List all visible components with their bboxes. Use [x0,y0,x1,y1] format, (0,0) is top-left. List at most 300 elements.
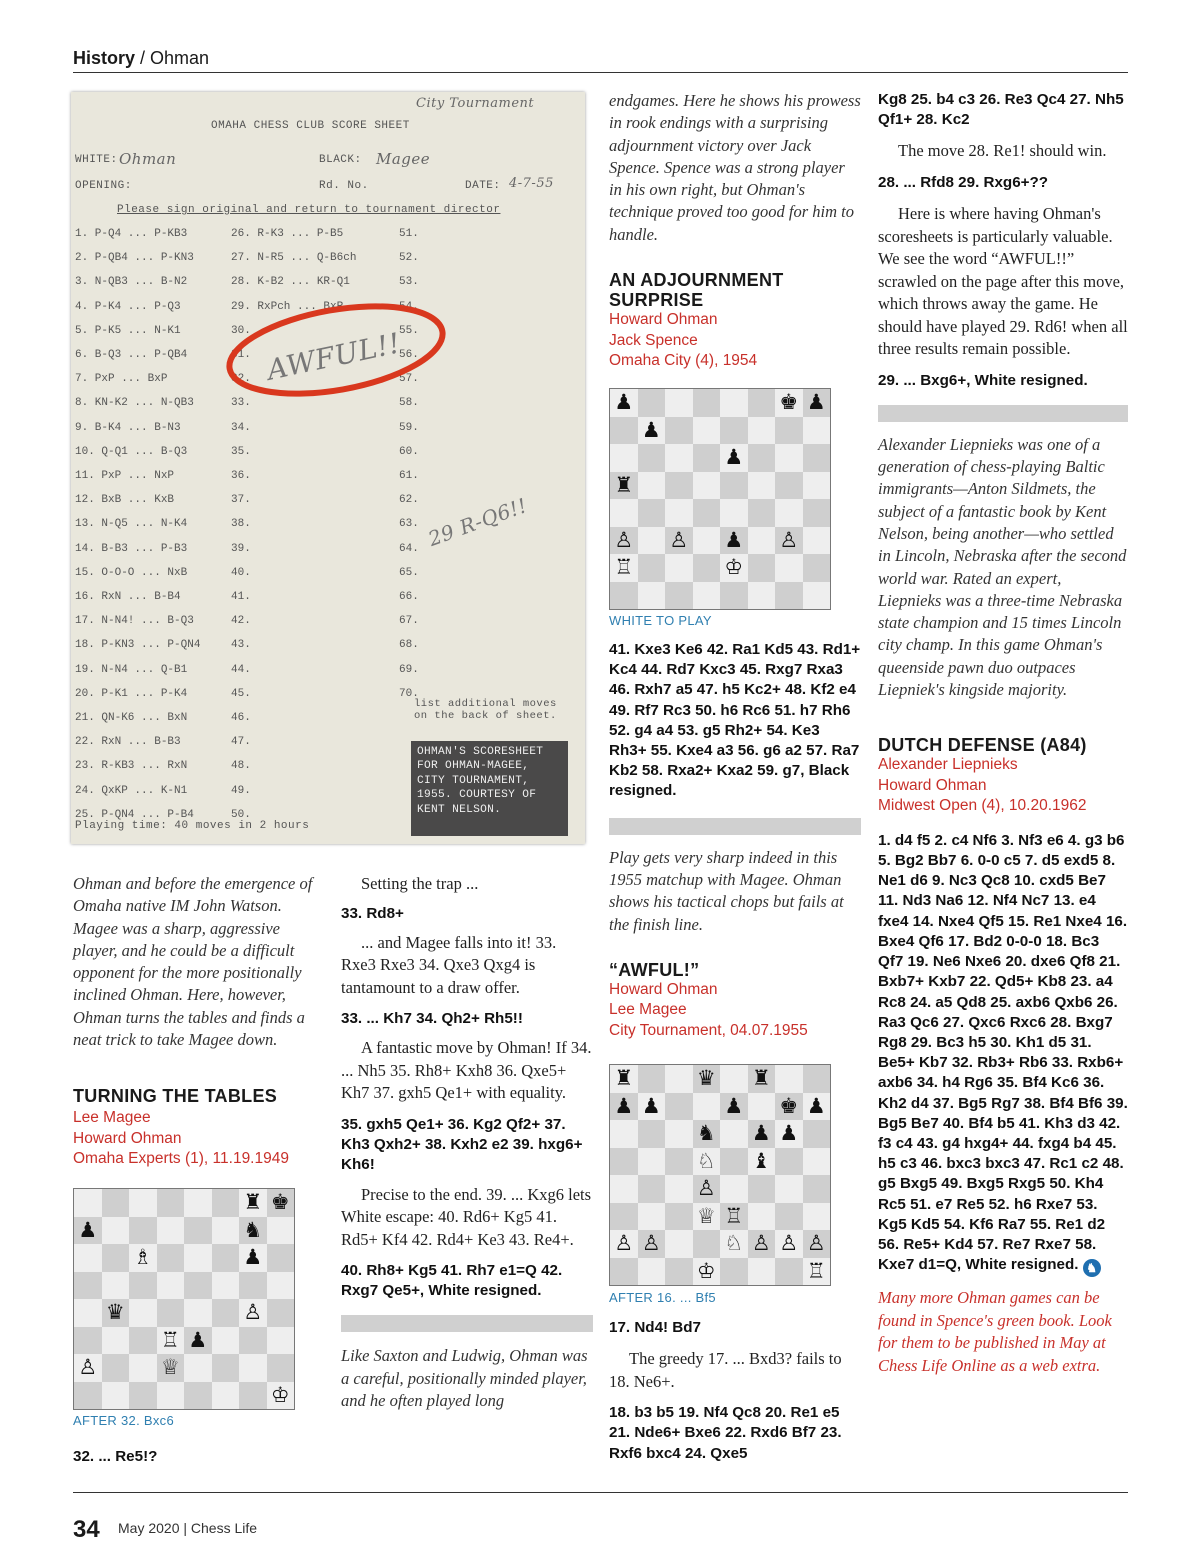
sheet-move-row: 40. [231,566,251,579]
column-1 [73,873,325,1170]
sheet-move-row: 35. [231,445,251,458]
board-square [638,472,666,500]
board-square [157,1299,185,1327]
game2-event: Omaha City (4), 1954 [609,352,758,370]
board-square [239,1299,267,1327]
sheet-move-row: 47. [231,736,251,749]
board-square [803,1065,831,1093]
awful-note: AWFUL!! [264,326,404,387]
board-square [638,1203,666,1231]
white-rook-icon: ♖ [806,1258,826,1283]
sheet-move-row: 17. N-N4! ... B-Q3 [75,615,194,628]
board-square [803,1120,831,1148]
board-square [129,1382,157,1410]
board-square [693,472,721,500]
sheet-move-row: 16. RxN ... B-B4 [75,591,181,603]
chess-diagram-turning-the-tables [73,1188,295,1410]
sheet-move-row: 14. B-B3 ... P-B3 [75,542,188,555]
sheet-move-row: 49. [231,784,251,797]
sheet-move-row: 57. [399,373,419,386]
board-square [803,1175,831,1203]
black-rook-icon: ♜ [614,1066,634,1091]
black-pawn-icon: ♟ [188,1327,208,1352]
board-square [665,527,693,555]
board-square [693,582,721,610]
board-square [748,1065,776,1093]
game1-white: Lee Magee [73,1109,151,1127]
board-square [720,444,748,472]
board-square [748,499,776,527]
black-queen-icon: ♛ [105,1300,125,1325]
black-rook-icon: ♜ [614,472,634,497]
board-square [212,1299,240,1327]
board-square [74,1327,102,1355]
white-bishop-icon: ♗ [133,1245,153,1270]
board-square [748,527,776,555]
white-pawn-icon: ♙ [669,527,689,552]
board-square [720,417,748,445]
move-text: 18. b3 b5 19. Nf4 Qc8 20. Re1 e5 21. Nde6+ Bxe6 22. Rxd6 Bf7 23. Rxf6 bxc4 24. Qxe5 [609,1404,842,1462]
board-square [212,1217,240,1245]
sheet-move-row: 63. [399,518,419,531]
board-square [74,1272,102,1300]
move-text: Kg8 25. b4 c3 26. Re3 Qc4 27. Nh5 Qf1+ 28. Kc2 [878,91,1124,129]
issue-line: May 2020 | Chess Life [118,1520,258,1536]
board-square [239,1382,267,1410]
black-pawn-icon: ♟ [806,1093,826,1118]
board-square [184,1354,212,1382]
game4-black: Howard Ohman [878,776,987,794]
board-square [267,1354,295,1382]
board-square [748,554,776,582]
board-square [184,1382,212,1410]
black-rook-icon: ♜ [243,1190,263,1215]
sheet-move-row: 50. [231,808,251,821]
game3-event: City Tournament, 04.07.1955 [609,1021,808,1039]
board-square [157,1189,185,1217]
board-square [693,389,721,417]
sheet-top-note: City Tournament [416,96,535,111]
board-square [803,472,831,500]
sheet-move-row: 38. [231,518,251,531]
board-square [748,1093,776,1121]
white-pawn-icon: ♙ [78,1355,98,1380]
game3-title: “AWFUL!” [609,959,700,980]
commentary: A fantastic move by Ohman! If 34. ... Nh5 35. Rh8+ Kxh8 36. Qxe5+ Kh7 37. gxh5 Qe1+ with equality. [341,1038,592,1103]
board-square [638,1065,666,1093]
column-4 [878,90,1128,1377]
board-square [610,582,638,610]
sidebar-text: endgames. Here he shows his prowess in rook endings with a surprising adjournment victory over Jack Spence. Spence was a strong player in his own right, but Ohman's technique proved too good for him to handle. [609,91,861,244]
sheet-move-row: 54. [399,300,419,313]
board-square [74,1382,102,1410]
board-square [693,499,721,527]
board-square [102,1244,130,1272]
column-3-bottom [609,1318,861,1464]
board-square [638,527,666,555]
board-square [775,582,803,610]
board-square [74,1244,102,1272]
board-square [693,1203,721,1231]
sheet-move-row: 31. [231,349,251,361]
board-square [157,1244,185,1272]
board-square [748,1120,776,1148]
board-square [665,1093,693,1121]
board-square [693,1148,721,1176]
commentary: ... and Magee falls into it! 33. Rxe3 Rxe3 34. Qxe3 Qxg4 is tantamount to a draw offer. [341,932,557,997]
white-rook-icon: ♖ [724,1203,744,1228]
board-square [239,1272,267,1300]
board-square [610,554,638,582]
move-text: 35. gxh5 Qe1+ 36. Kg2 Qf2+ 37. Kh3 Qxh2+ 38. Kxh2 e2 39. hxg6+ Kh6! [341,1115,583,1174]
sheet-move-row: 20. P-K1 ... P-K4 [75,687,188,700]
sidebar-text: Like Saxton and Ludwig, Ohman was a careful, positionally minded player, and he often played long [341,1346,588,1411]
sheet-move-row: 46. [231,712,251,724]
board-square [129,1272,157,1300]
board-square [803,417,831,445]
black-pawn-icon: ♟ [806,390,826,415]
board-square [184,1299,212,1327]
board-square [803,444,831,472]
board-square [748,389,776,417]
sheet-move-row: 30. [231,324,251,337]
sheet-move-row: 25. P-QN4 ... P-B4 [75,808,194,821]
correction-note: 29 R-Q6!! [425,493,531,551]
sheet-move-row: 53. [399,276,419,289]
board-square [775,444,803,472]
move-text: 28. ... Rfd8 29. Rxg6+?? [878,173,1049,191]
sheet-white-label: WHITE: [75,154,118,166]
white-pawn-icon: ♙ [806,1231,826,1256]
board-square [638,582,666,610]
sheet-move-row: 44. [231,663,251,676]
board-square [102,1382,130,1410]
board-square [74,1189,102,1217]
commentary: Setting the trap ... [361,874,479,893]
move-text: 17. Nd4! Bd7 [609,1319,701,1336]
white-queen-icon: ♕ [160,1355,180,1380]
column-2 [341,873,593,1412]
sheet-move-row: 60. [399,445,419,458]
board-square [803,1203,831,1231]
black-pawn-icon: ♟ [724,445,744,470]
board-square [748,444,776,472]
sheet-move-row: 39. [231,542,251,555]
column-3-mid [609,640,861,1041]
board-square [720,1120,748,1148]
board-square [638,1148,666,1176]
black-king-icon: ♚ [270,1190,290,1215]
board-square [693,444,721,472]
black-pawn-icon: ♟ [641,417,661,442]
board-square [157,1327,185,1355]
board-square [775,1065,803,1093]
sheet-move-row: 51. [399,228,419,240]
game3-black: Lee Magee [609,1001,687,1019]
commentary: Precise to the end. 39. ... Kxg6 lets White escape: 40. Rd6+ Kg5 41. Rd5+ Kf4 42. Rd4+ Ke3 43. Re4+. [341,1184,592,1249]
board-square [748,1230,776,1258]
sheet-move-row: 1. P-Q4 ... P-KB3 [75,228,188,240]
black-knight-icon: ♞ [696,1121,716,1146]
sheet-move-row: 61. [399,470,419,482]
sheet-move-row: 64. [399,542,419,555]
board-square [720,1065,748,1093]
board-square [638,1093,666,1121]
move-text: 41. Kxe3 Ke6 42. Ra1 Kd5 43. Rd1+ Kc4 44. Rd7 Kxc3 45. Rxg7 Rxa3 46. Rxh7 a5 47. h5 Kc2+ 48. Kf2 e4 49. Rf7 Rc3 50. h6 Rc6 51. h7 Rh6 52. g4 a4 53. g5 Rh2+ 54. Ke3 Rh3+ 55. Kxe4 a3 56. g6 a2 57. Ra7 Kb2 58. Rxa2+ Kxa2 59. g7, Black resigned. [609,641,861,800]
sheet-playing-time: Playing time: 40 moves in 2 hours [75,820,310,832]
black-pawn-icon: ♟ [751,1121,771,1146]
sheet-white-name: Ohman [119,150,177,168]
board-square [803,1093,831,1121]
board-square [129,1217,157,1245]
board-square [102,1272,130,1300]
board-square [610,527,638,555]
sheet-move-row: 70. [399,687,419,700]
board-square [775,472,803,500]
sheet-move-row: 22. RxN ... B-B3 [75,736,181,749]
board-square [748,582,776,610]
sheet-move-row: 2. P-QB4 ... P-KN3 [75,252,194,265]
black-bishop-icon: ♝ [751,1148,771,1173]
board-square [157,1354,185,1382]
board-square [157,1382,185,1410]
black-pawn-icon: ♟ [78,1217,98,1242]
board-square [693,1258,721,1286]
board-square [610,1093,638,1121]
white-queen-icon: ♕ [696,1203,716,1228]
sheet-move-row: 24. QxKP ... K-N1 [75,784,188,797]
sheet-move-row: 21. QN-K6 ... BxN [75,712,188,724]
game2-black: Jack Spence [609,331,698,349]
board-square [803,1258,831,1286]
white-rook-icon: ♖ [614,555,634,580]
board-square [693,1230,721,1258]
page-number: 34 [73,1516,100,1543]
sheet-move-row: 9. B-K4 ... B-N3 [75,421,181,434]
black-rook-icon: ♜ [751,1066,771,1091]
board-square [129,1244,157,1272]
board-square [665,417,693,445]
board-square [665,1120,693,1148]
sheet-move-row: 59. [399,421,419,434]
board-square [212,1244,240,1272]
board-square [775,554,803,582]
sidebar-divider [609,818,861,835]
photo-caption: OHMAN'S SCORESHEET FOR OHMAN-MAGEE, CITY TOURNAMENT, 1955. COURTESY OF KENT NELSON. [411,741,568,836]
sheet-move-row: 18. P-KN3 ... P-QN4 [75,639,201,652]
board-square [638,1120,666,1148]
bottom-rule [73,1492,1128,1493]
sheet-move-row: 67. [399,615,419,628]
board-square [129,1189,157,1217]
white-pawn-icon: ♙ [696,1176,716,1201]
sidebar-text: Alexander Liepnieks was one of a generation of chess-playing Baltic immigrants—Anton Sildmets, the subject of a fantastic book by Kent Nelson, being another—who settled in Lincoln, Nebraska after the second world war. Rated an expert, Liepnieks was a three-time Nebraska state champion and 15 times Lincoln city champ. In this game Ohman's queenside pawn duo outpaces Liepniek's kingside majority. [878,434,1127,700]
board-square [610,1230,638,1258]
board-square [803,389,831,417]
sheet-back-note: list additional moves on the back of sheet. [414,698,557,722]
board-square [693,1065,721,1093]
white-pawn-icon: ♙ [641,1231,661,1256]
move-text: 29. ... Bxg6+, White resigned. [878,371,1088,389]
white-pawn-icon: ♙ [243,1300,263,1325]
board-square [267,1299,295,1327]
board-square [775,417,803,445]
sheet-move-row: 65. [399,566,419,579]
sheet-move-row: 66. [399,591,419,603]
sheet-move-row: 52. [399,252,419,265]
board-square [665,554,693,582]
white-pawn-icon: ♙ [614,527,634,552]
board-square [720,499,748,527]
board-square [665,1148,693,1176]
board-square [693,1120,721,1148]
move-text: 40. Rh8+ Kg5 41. Rh7 e1=Q 42. Rxg7 Qe5+, White resigned. [341,1262,563,1300]
black-pawn-icon: ♟ [614,1093,634,1118]
board-square [775,1148,803,1176]
board-square [239,1354,267,1382]
board-square [638,1230,666,1258]
top-rule [73,72,1128,73]
board-square [693,554,721,582]
board-square [129,1327,157,1355]
sidebar-divider [878,405,1128,422]
board-square [239,1217,267,1245]
board-square [157,1272,185,1300]
sheet-move-row: 11. PxP ... NxP [75,470,175,482]
board-square [267,1244,295,1272]
board-square [803,582,831,610]
black-pawn-icon: ♟ [243,1245,263,1270]
section-header: History / Ohman [73,48,210,68]
board-square [720,554,748,582]
sheet-move-row: 32. [231,373,251,386]
board-square [803,1148,831,1176]
sheet-move-row: 27. N-R5 ... Q-B6ch [231,252,357,265]
board-square [102,1189,130,1217]
board-square [665,1203,693,1231]
intro-text: Ohman and before the emergence of Omaha native IM John Watson. Magee was a sharp, aggressive player, and he could be a difficult opponent for the more positionally inclined Ohman. Here, however, Ohman turns the tables and finds a neat trick to take Magee down. [73,874,313,1050]
sheet-move-row: 36. [231,470,251,482]
board-square [638,554,666,582]
board-square [184,1189,212,1217]
white-pawn-icon: ♙ [779,527,799,552]
board-square [665,389,693,417]
board-square [693,417,721,445]
sheet-move-row: 26. R-K3 ... P-B5 [231,228,344,240]
board-square [184,1217,212,1245]
board-square [184,1272,212,1300]
board-square [610,417,638,445]
white-knight-icon: ♘ [696,1148,716,1173]
board-square [610,1120,638,1148]
board-square [775,499,803,527]
sheet-move-row: 33. [231,397,251,410]
board-square [665,1065,693,1093]
board-square [212,1272,240,1300]
board-square [638,1258,666,1286]
sheet-move-row: 55. [399,324,419,337]
white-rook-icon: ♖ [160,1327,180,1352]
board-square [610,472,638,500]
board-square [239,1189,267,1217]
board-square [775,1175,803,1203]
board-square [748,1175,776,1203]
board-square [665,499,693,527]
board-square [775,1203,803,1231]
board-square [775,1093,803,1121]
board-square [775,527,803,555]
board-square [693,527,721,555]
chess-diagram-awful [609,1064,831,1286]
board-square [267,1217,295,1245]
game4-white: Alexander Liepnieks [878,756,1018,774]
sheet-move-row: 3. N-QB3 ... B-N2 [75,276,188,289]
sheet-black-name: Magee [376,150,431,168]
sheet-opening-label: OPENING: [75,180,132,192]
black-pawn-icon: ♟ [724,1093,744,1118]
board-square [102,1217,130,1245]
sheet-move-row: 23. R-KB3 ... RxN [75,760,188,773]
sheet-move-row: 7. PxP ... BxP [75,373,168,386]
move-text: 33. ... Kh7 34. Qh2+ Rh5!! [341,1010,523,1028]
sheet-date-label: DATE: [465,180,501,192]
board-square [693,1093,721,1121]
board-square [665,472,693,500]
sheet-move-row: 6. B-Q3 ... P-QB4 [75,349,188,361]
game1-black: Howard Ohman [73,1129,182,1147]
board-square [748,417,776,445]
game4-title: DUTCH DEFENSE (A84) [878,735,1087,756]
sheet-move-row: 19. N-N4 ... Q-B1 [75,663,188,676]
sheet-move-row: 4. P-K4 ... P-Q3 [75,300,181,313]
board-square [267,1272,295,1300]
white-knight-icon: ♘ [724,1231,744,1256]
board-square [775,1230,803,1258]
commentary: The move 28. Re1! should win. [898,141,1107,161]
board-square [720,1175,748,1203]
board-square [748,1148,776,1176]
white-pawn-icon: ♙ [779,1231,799,1256]
board-square [748,472,776,500]
black-pawn-icon: ♟ [641,1093,661,1118]
board-square [665,1175,693,1203]
board-square [74,1217,102,1245]
game2-white: Howard Ohman [609,311,718,329]
board-square [638,499,666,527]
board-square [212,1354,240,1382]
move-text: 1. d4 f5 2. c4 Nf6 3. Nf3 e6 4. g3 b6 5. Bg2 Bb7 6. 0-0 c5 7. d5 exd5 8. Ne1 d6 9. Nc3 Qc8 10. cxd5 Be7 11. Nd3 Na6 12. Nf4 Nc7 13. e4 fxe4 14. Nxe4 Qf5 15. Re1 Nxe4 16. Bxe4 Qf6 17. Bd2 0-0-0 18. Bc3 Qf7 19. Ne6 Nxe6 20. dxe6 Qf8 21. Bxb7+ Kxb7 22. Qd5+ Kb8 23. a4 Rc8 24. a5 Qd8 25. axb6 Qxb6 26. Ra3 Qc6 27. Qxc6 Rxc6 28. Bxg7 Rg8 29. Bc3 h5 30. Kh1 d5 31. Be5+ Kb7 32. Rb3+ Rb6 33. Rxb6+ axb6 34. h4 Rg6 35. Bf4 Kc6 36. Kh2 d4 37. Bg5 Rg7 38. Bf4 Bf6 39. Bg5 Be7 40. Bf4 b5 41. Kh3 d3 42. f3 c4 43. g4 hxg4+ 44. fxg4 b4 45. h5 c3 46. bxc3 bxc3 47. Rc1 c2 48. g5 Bxg5 49. Bxg5 Rxg5 50. Kh4 Rc5 51. e7 Re5 52. h6 Rxe7 53. Kg5 Kd5 54. Kf6 Ra7 55. Re1 d2 56. Re5+ Kd4 57. Re7 Rxe7 58. Kxe7 d1=Q, White resigned. [878,831,1128,1274]
board-square [775,1120,803,1148]
sheet-instructions: Please sign original and return to tournament director [117,204,501,216]
board-square [775,1258,803,1286]
sidebar-text: Play gets very sharp indeed in this 1955 matchup with Magee. Ohman shows his tactical chops but fails at the finish line. [609,847,844,934]
board-square [665,444,693,472]
sheet-move-row: 8. KN-K2 ... N-QB3 [75,397,194,410]
sheet-move-row: 48. [231,760,251,773]
white-king-icon: ♔ [724,555,744,580]
board-square [638,417,666,445]
board-square [267,1382,295,1410]
sheet-move-row: 29. RxPch ... BxR [231,300,344,313]
board-square [74,1299,102,1327]
sheet-move-row: 15. O-O-O ... NxB [75,566,188,579]
board-square [74,1354,102,1382]
board-square [693,1175,721,1203]
white-pawn-icon: ♙ [751,1231,771,1256]
game2-title: AN ADJOURNMENT SURPRISE [609,270,784,311]
board-square [267,1327,295,1355]
board-square [638,444,666,472]
